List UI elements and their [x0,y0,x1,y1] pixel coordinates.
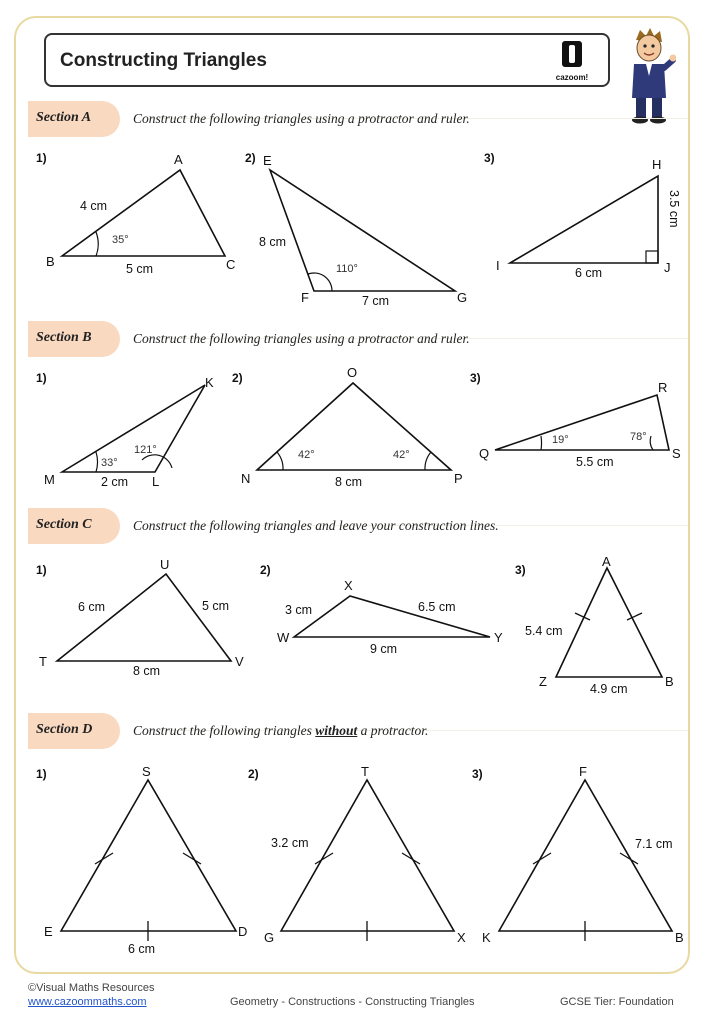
vertex-label: C [226,257,236,272]
question-b1 [36,371,214,489]
section-c-instruction: Construct the following triangles and leave your construction lines. [133,518,499,533]
angle-label: 19° [552,434,569,446]
vertex-label: J [664,260,671,275]
question-a1 [36,151,235,276]
section-a-label: Section A [36,110,92,125]
question-number: 3) [472,767,483,781]
side-label: 7.1 cm [635,837,673,851]
copyright-text: ©Visual Maths Resources [28,982,155,994]
question-number: 3) [470,371,481,385]
section-c-label: Section C [36,517,92,532]
side-label: 6 cm [78,600,106,614]
question-c1 [36,557,244,678]
question-c2 [260,563,503,656]
vertex-label: G [457,290,468,305]
side-label: 3.5 cm [667,190,681,228]
side-label: 2 cm [101,475,129,489]
vertex-label: S [142,764,151,779]
vertex-label: L [152,474,160,489]
side-label: 3.2 cm [271,836,309,850]
vertex-label: S [672,446,681,461]
vertex-label: E [44,924,53,939]
section-b-label: Section B [36,330,92,345]
side-label: 6.5 cm [418,600,456,614]
vertex-label: V [235,654,244,669]
vertex-label: Z [539,674,547,689]
side-label: 5 cm [126,262,154,276]
vertex-label: T [39,654,47,669]
vertex-label: K [205,375,214,390]
vertex-label: R [658,380,668,395]
side-label: 4.9 cm [590,682,628,696]
question-c3 [515,554,674,696]
question-number: 2) [232,371,243,385]
side-label: 5.5 cm [576,455,614,469]
vertex-label: B [46,254,55,269]
question-number: 1) [36,767,47,781]
vertex-label: Y [494,630,503,645]
vertex-label: N [241,471,251,486]
vertex-label: W [277,630,290,645]
question-number: 2) [245,151,256,165]
vertex-label: O [347,365,358,380]
page-title: Constructing Triangles [60,50,267,71]
side-label: 6 cm [128,942,156,956]
vertex-label: D [238,924,248,939]
footer-topic: Geometry - Constructions - Constructing Triangles [230,996,475,1008]
section-d-instruction: Construct the following triangles without a protractor. [133,723,429,738]
vertex-label: F [579,764,587,779]
vertex-label: Q [479,446,490,461]
side-label: 7 cm [362,294,390,308]
section-a-instruction: Construct the following triangles using a protractor and ruler. [133,111,470,126]
angle-label: 42° [393,449,410,461]
footer-credits [28,981,155,1009]
angle-label: 42° [298,449,315,461]
question-a3 [484,151,681,280]
emphasis-without: without [315,723,358,738]
vertex-label: P [454,471,463,486]
side-label: 3 cm [285,603,313,617]
vertex-label: A [174,152,183,167]
side-label: 6 cm [575,266,603,280]
vertex-label: X [457,930,466,945]
website-link[interactable]: www.cazoommaths.com [28,996,147,1008]
section-d-label: Section D [36,722,93,737]
vertex-label: B [675,930,684,945]
vertex-label: I [496,258,500,273]
vertex-label: H [652,157,662,172]
vertex-label: M [44,472,55,487]
angle-label: 110° [336,263,358,275]
vertex-label: F [301,290,309,305]
question-number: 2) [260,563,271,577]
footer-tier: GCSE Tier: Foundation [560,996,674,1008]
question-d3 [472,764,684,945]
question-b3 [470,371,681,469]
question-number: 1) [36,371,47,385]
question-d2 [248,764,466,945]
question-b2 [232,365,463,489]
question-number: 1) [36,151,47,165]
question-number: 2) [248,767,259,781]
side-label: 5.4 cm [525,624,563,638]
angle-label: 78° [630,431,647,443]
question-number: 1) [36,563,47,577]
question-number: 3) [515,563,526,577]
side-label: 8 cm [259,235,287,249]
vertex-label: K [482,930,491,945]
vertex-label: T [361,764,369,779]
vertex-label: B [665,674,674,689]
vertex-label: U [160,557,170,572]
side-label: 5 cm [202,599,230,613]
side-label: 9 cm [370,642,398,656]
logo-text: cazoom! [555,73,589,82]
side-label: 8 cm [133,664,161,678]
side-label: 4 cm [80,199,108,213]
vertex-label: E [263,153,272,168]
question-a2 [245,151,467,308]
angle-label: 121° [134,444,157,456]
vertex-label: A [602,554,611,569]
question-number: 3) [484,151,495,165]
side-label: 8 cm [335,475,363,489]
question-d1 [36,764,247,956]
vertex-label: X [344,578,353,593]
vertex-label: G [264,930,275,945]
section-b-instruction: Construct the following triangles using a protractor and ruler. [133,331,470,346]
angle-label: 35° [112,234,129,246]
angle-label: 33° [101,457,118,469]
